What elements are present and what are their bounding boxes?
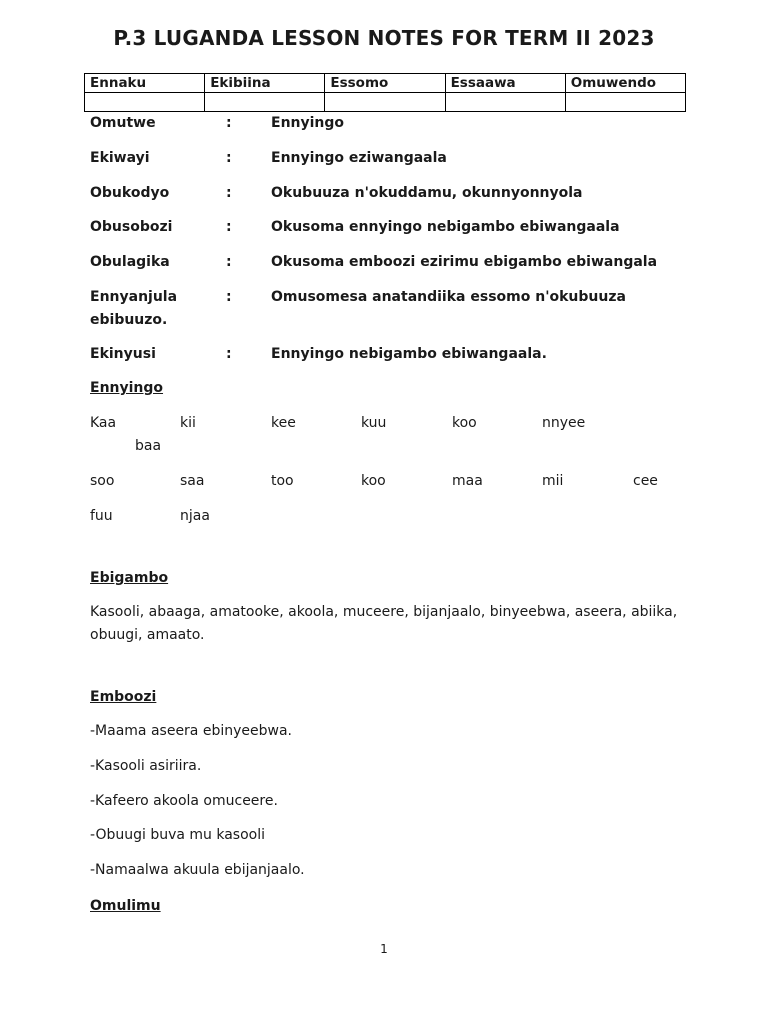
field-value: Okubuuza n'okuddamu, okunnyonnyola bbox=[271, 185, 583, 201]
field-colon: : bbox=[226, 289, 232, 305]
field-colon: : bbox=[226, 346, 232, 362]
page-number: 1 bbox=[380, 942, 388, 956]
table-header-cell: Essomo bbox=[325, 74, 445, 93]
syllable-row bbox=[90, 505, 690, 527]
section-heading-omulimu: Omulimu bbox=[90, 898, 161, 914]
field-label: Ekiwayi bbox=[90, 150, 150, 166]
story-sentence: -Namaalwa akuula ebijanjaalo. bbox=[90, 862, 305, 878]
syllable: maa bbox=[452, 473, 483, 489]
table-cell bbox=[445, 93, 565, 112]
table-header-cell: Ennaku bbox=[85, 74, 205, 93]
field-label: Obulagika bbox=[90, 254, 170, 270]
table-cell bbox=[205, 93, 325, 112]
field-label: ebibuuzo. bbox=[90, 312, 168, 328]
syllable: cee bbox=[633, 473, 658, 489]
syllable: koo bbox=[452, 415, 477, 431]
section-heading-ebigambo: Ebigambo bbox=[90, 570, 169, 586]
syllable: nnyee bbox=[542, 415, 586, 431]
field-colon: : bbox=[226, 185, 232, 201]
syllable-row bbox=[90, 412, 690, 434]
field-colon: : bbox=[226, 254, 232, 270]
story-sentence: -Maama aseera ebinyeebwa. bbox=[90, 723, 292, 739]
syllable: too bbox=[271, 473, 294, 489]
syllable: njaa bbox=[180, 508, 210, 524]
section-heading-emboozi: Emboozi bbox=[90, 689, 157, 705]
field-label: Omutwe bbox=[90, 115, 156, 131]
table-header-cell: Essaawa bbox=[445, 74, 565, 93]
table-header-cell: Ekibiina bbox=[205, 74, 325, 93]
field-colon: : bbox=[226, 150, 232, 166]
field-value: Okusoma emboozi ezirimu ebigambo ebiwangala bbox=[271, 254, 658, 270]
section-heading-ennyingo: Ennyingo bbox=[90, 380, 164, 396]
field-label: Ekinyusi bbox=[90, 346, 156, 362]
story-sentence: -Kasooli asiriira. bbox=[90, 758, 202, 774]
word-list-paragraph: Kasooli, abaaga, amatooke, akoola, muceere, bijanjaalo, binyeebwa, aseera, abiika, obuugi, amaato. bbox=[90, 604, 678, 643]
field-value: Ennyingo bbox=[271, 115, 345, 131]
field-value: Okusoma ennyingo nebigambo ebiwangaala bbox=[271, 219, 620, 235]
table-header-row bbox=[85, 74, 686, 93]
syllable: fuu bbox=[90, 508, 113, 524]
table-cell bbox=[325, 93, 445, 112]
syllable: saa bbox=[180, 473, 205, 489]
field-label: Obusobozi bbox=[90, 219, 173, 235]
story-sentence: -Kafeero akoola omuceere. bbox=[90, 793, 278, 809]
syllable: mii bbox=[542, 473, 564, 489]
syllable: koo bbox=[361, 473, 386, 489]
syllable-row bbox=[90, 470, 690, 492]
syllable-row bbox=[90, 435, 690, 457]
field-value: Ennyingo eziwangaala bbox=[271, 150, 447, 166]
field-label: Obukodyo bbox=[90, 185, 170, 201]
field-colon: : bbox=[226, 219, 232, 235]
syllable: kuu bbox=[361, 415, 387, 431]
field-value: Omusomesa anatandiika essomo n'okubuuza bbox=[271, 289, 626, 305]
syllable: baa bbox=[135, 438, 162, 454]
field-colon: : bbox=[226, 115, 232, 131]
syllable: kee bbox=[271, 415, 296, 431]
syllable: kii bbox=[180, 415, 196, 431]
field-value: Ennyingo nebigambo ebiwangaala. bbox=[271, 346, 547, 362]
table-header-cell: Omuwendo bbox=[565, 74, 685, 93]
table-cell bbox=[85, 93, 205, 112]
story-sentence: -Obuugi buva mu kasooli bbox=[90, 827, 265, 843]
document-title: P.3 LUGANDA LESSON NOTES FOR TERM II 2023 bbox=[113, 26, 655, 50]
syllable: soo bbox=[90, 473, 115, 489]
table-cell bbox=[565, 93, 685, 112]
lesson-info-table bbox=[84, 73, 686, 112]
table-row bbox=[85, 93, 686, 112]
syllable: Kaa bbox=[90, 415, 117, 431]
field-label: Ennyanjula bbox=[90, 289, 178, 305]
